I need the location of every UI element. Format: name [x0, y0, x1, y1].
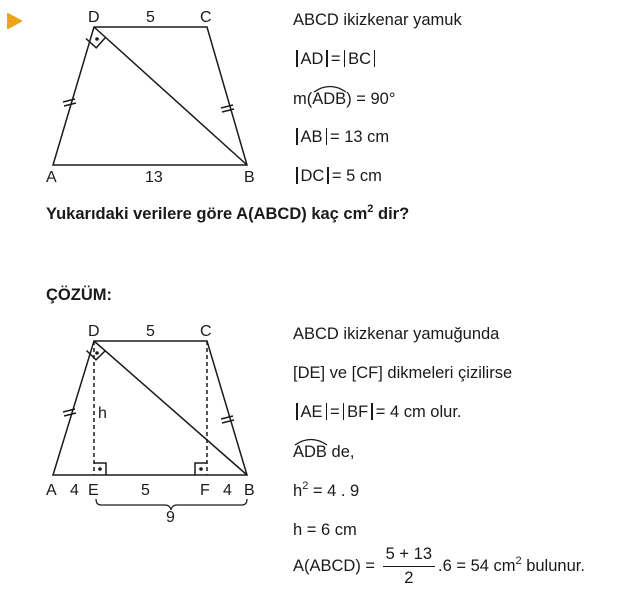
fig2-label-c: C	[200, 323, 212, 340]
fig1-label-c: C	[200, 9, 212, 26]
solution-line-2: [DE] ve [CF] dikmeleri çizilirse	[293, 364, 513, 382]
given-title: ABCD ikizkenar yamuk	[293, 11, 462, 29]
fig2-label-h: h	[98, 405, 107, 422]
question-text: Yukarıdaki verilere göre A(ABCD) kaç $cm^2$ dir?	[46, 203, 410, 223]
fig1-label-b: B	[244, 169, 255, 186]
diagonal-db-2	[94, 341, 247, 475]
fig2-label-ae-length: 4	[70, 482, 79, 499]
solution-line-5: $h^2 = 4$ . 9	[293, 480, 360, 500]
diagonal-db	[94, 27, 247, 165]
fig1-label-dc-length: 5	[146, 9, 155, 26]
solution-heading: ÇÖZÜM:	[46, 286, 112, 304]
fig2-label-dc-length: 5	[146, 323, 155, 340]
trapezoid-1-outline	[53, 27, 247, 165]
fig2-label-eb-length: 9	[166, 509, 175, 526]
fraction: $\frac{5 + 13}{2}$	[383, 545, 435, 588]
fig2-label-fb-length: 4	[223, 482, 232, 499]
fig2-label-b: B	[244, 482, 255, 499]
fig2-label-e: E	[88, 482, 99, 499]
given-ab-length: AB = 13 cm	[293, 128, 389, 147]
trapezoid-2-outline	[53, 341, 247, 475]
fig1-label-a: A	[46, 169, 57, 186]
fig1-label-ab-length: 13	[145, 169, 163, 186]
solution-line-1: ABCD ikizkenar yamuğunda	[293, 325, 500, 343]
solution-line-7: A(ABCD) = $\frac{5 + 13}{2}$ .6 = 54 $cm^2$ bulunur.	[293, 545, 585, 587]
given-angle-adb: m( ADB) = 90°	[293, 90, 395, 109]
solution-line-4: ADB de,	[293, 443, 354, 462]
given-ad-eq-bc: AD = BC	[293, 50, 378, 69]
fig1-label-d: D	[88, 9, 100, 26]
fig2-label-ef-length: 5	[141, 482, 150, 499]
given-dc-length: DC = 5 cm	[293, 167, 382, 186]
solution-line-6: h = 6 cm	[293, 521, 357, 539]
fig2-label-f: F	[200, 482, 210, 499]
fig2-label-a: A	[46, 482, 57, 499]
fig2-label-d: D	[88, 323, 100, 340]
solution-line-3: AE = BF = 4 cm olur.	[293, 403, 462, 422]
